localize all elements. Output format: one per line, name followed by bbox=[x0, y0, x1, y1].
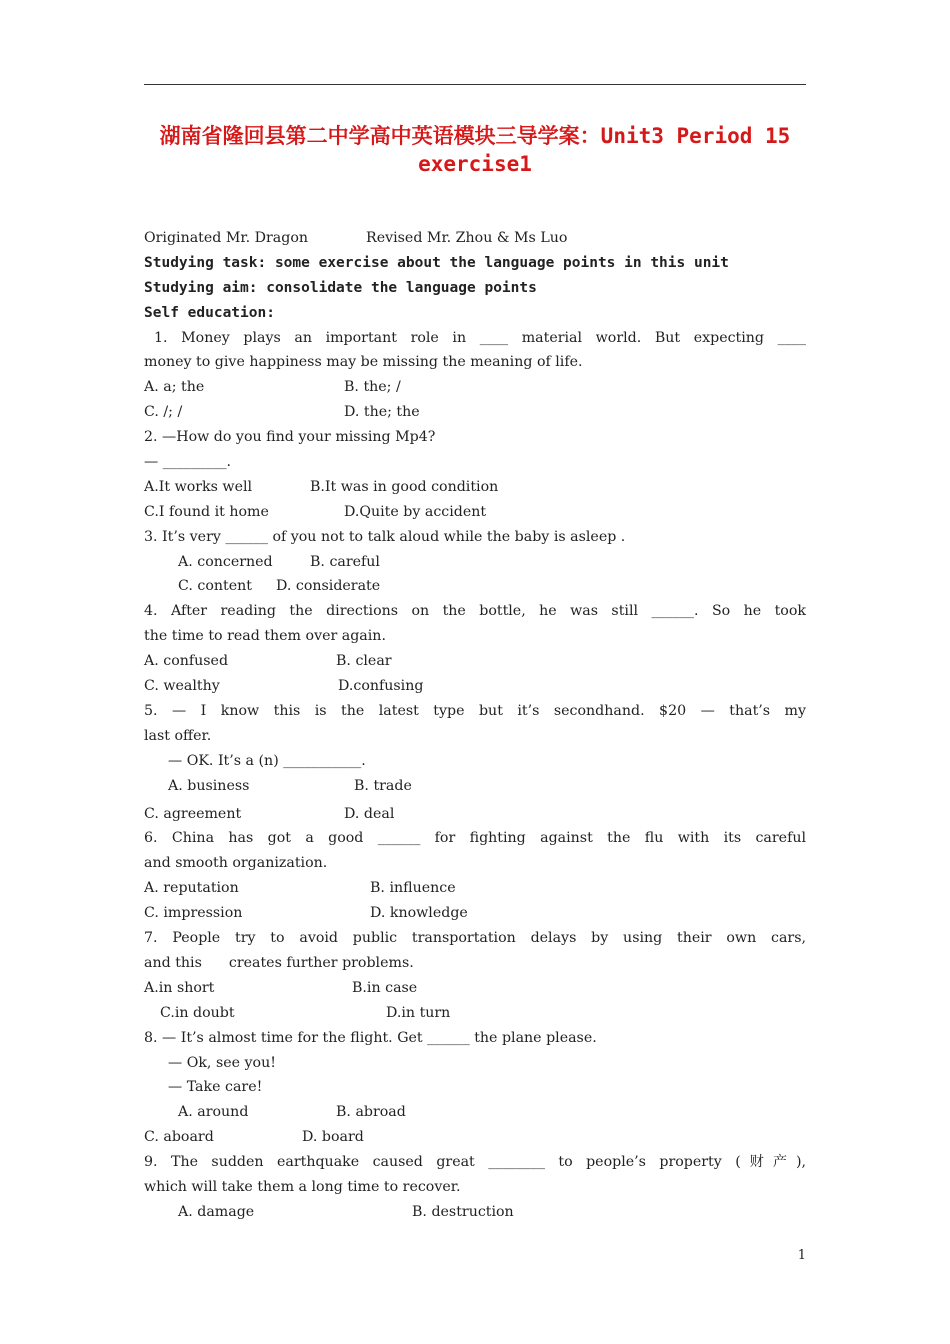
q6-options-row1 bbox=[144, 876, 806, 901]
q7-option-b: B.in case bbox=[352, 979, 418, 996]
q5-options-row2 bbox=[144, 802, 806, 827]
header-rule bbox=[144, 84, 806, 85]
q5-option-b: B. trade bbox=[354, 777, 412, 794]
q8-stem-line3: — Take care! bbox=[168, 1079, 263, 1096]
studying-task: Studying task: some exercise about the language points in this unit bbox=[144, 254, 729, 271]
q5-option-d: D. deal bbox=[344, 805, 395, 822]
q4-option-b: B. clear bbox=[336, 653, 392, 670]
q4-option-c: C. wealthy bbox=[144, 678, 220, 695]
q5-stem-line2: last offer. bbox=[144, 727, 212, 744]
q3-option-c: C. content bbox=[178, 578, 252, 595]
q2-option-c: C.I found it home bbox=[144, 503, 269, 520]
credits-line bbox=[144, 226, 806, 251]
q1-stem-line1: 1. Money plays an important role in ____ material world. But expecting ____ bbox=[154, 329, 806, 346]
studying-aim: Studying aim: consolidate the language points bbox=[144, 279, 537, 296]
q4-stem-line1: 4. After reading the directions on the bottle, he was still ______. So he took bbox=[144, 603, 806, 620]
q2-options-row1 bbox=[144, 475, 806, 500]
q2-option-b: B.It was in good condition bbox=[310, 478, 499, 495]
q8-options-row2 bbox=[144, 1125, 806, 1150]
q1-option-c: C. /; / bbox=[144, 404, 183, 421]
q7-option-a: A.in short bbox=[144, 979, 215, 996]
revised-text: Revised Mr. Zhou & Ms Luo bbox=[366, 230, 568, 246]
q8-stem-line2: — Ok, see you! bbox=[168, 1054, 276, 1071]
q1-stem-line2: money to give happiness may be missing the meaning of life. bbox=[144, 354, 583, 371]
q6-option-a: A. reputation bbox=[144, 880, 239, 897]
q6-option-d: D. knowledge bbox=[370, 905, 468, 922]
q6-option-c: C. impression bbox=[144, 905, 243, 922]
q7-options-row2 bbox=[144, 1001, 806, 1026]
q1-options-row2 bbox=[144, 400, 806, 425]
q1-option-a: A. a; the bbox=[144, 379, 205, 396]
q6-options-row2 bbox=[144, 901, 806, 926]
q2-stem-line2: — _________. bbox=[144, 454, 232, 471]
q1-option-d: D. the; the bbox=[344, 404, 420, 421]
q6-stem-line1: 6. China has got a good ______ for fighting against the flu with its careful bbox=[144, 830, 806, 847]
q9-options-row1 bbox=[144, 1200, 806, 1225]
q8-option-b: B. abroad bbox=[336, 1104, 406, 1121]
q3-option-a: A. concerned bbox=[178, 553, 273, 570]
q9-option-a: A. damage bbox=[178, 1203, 255, 1220]
q6-option-b: B. influence bbox=[370, 880, 456, 897]
self-education-heading: Self education: bbox=[144, 304, 275, 321]
q2-options-row2 bbox=[144, 500, 806, 525]
q8-stem-line1: 8. — It’s almost time for the flight. Get ______ the plane please. bbox=[144, 1029, 597, 1046]
q9-stem-line1: 9. The sudden earthquake caused great ________ to people’s property (财产), bbox=[144, 1154, 806, 1171]
q1-option-b: B. the; / bbox=[344, 379, 401, 396]
q3-options-row2 bbox=[144, 574, 806, 599]
title-line-1: 湖南省隆回县第二中学高中英语模块三导学案：Unit3 Period 15 bbox=[159, 124, 791, 148]
q4-option-d: D.confusing bbox=[338, 678, 424, 695]
q8-option-d: D. board bbox=[302, 1129, 364, 1146]
q3-stem-line1: 3. It’s very ______ of you not to talk aloud while the baby is asleep . bbox=[144, 528, 626, 545]
q5-options-row1 bbox=[144, 774, 806, 802]
q5-stem-line1: 5. — I know this is the latest type but it’s secondhand. $20 — that’s my bbox=[144, 702, 806, 719]
q7-option-d: D.in turn bbox=[386, 1004, 451, 1021]
q4-option-a: A. confused bbox=[144, 653, 229, 670]
q2-option-a: A.It works well bbox=[144, 478, 253, 495]
q8-option-c: C. aboard bbox=[144, 1129, 214, 1146]
q5-option-a: A. business bbox=[168, 777, 250, 794]
q8-options-row1 bbox=[144, 1100, 806, 1125]
q2-option-d: D.Quite by accident bbox=[344, 503, 487, 520]
originated-text: Originated Mr. Dragon bbox=[144, 230, 309, 246]
q3-option-d: D. considerate bbox=[276, 578, 381, 595]
q3-option-b: B. careful bbox=[310, 553, 380, 570]
q3-options-row1 bbox=[144, 550, 806, 575]
document-body bbox=[144, 226, 806, 1225]
q4-stem-line2: the time to read them over again. bbox=[144, 628, 386, 645]
q5-option-c: C. agreement bbox=[144, 805, 242, 822]
q6-stem-line2: and smooth organization. bbox=[144, 855, 328, 872]
q9-option-b: B. destruction bbox=[412, 1203, 514, 1220]
q7-options-row1 bbox=[144, 976, 806, 1001]
q9-stem-line2: which will take them a long time to recover. bbox=[144, 1178, 461, 1195]
document-title bbox=[144, 122, 806, 178]
q7-stem-line2: and this creates further problems. bbox=[144, 954, 414, 971]
q7-stem-line1: 7. People try to avoid public transportation delays by using their own cars, bbox=[144, 930, 806, 947]
q8-option-a: A. around bbox=[178, 1104, 249, 1121]
q4-options-row2 bbox=[144, 674, 806, 699]
q4-options-row1 bbox=[144, 649, 806, 674]
title-line-2: exercise1 bbox=[418, 152, 532, 176]
q2-stem-line1: 2. —How do you find your missing Mp4? bbox=[144, 429, 436, 446]
page-number: 1 bbox=[797, 1248, 806, 1263]
q5-stem-line3: — OK. It’s a (n) ___________. bbox=[168, 752, 366, 769]
q1-options-row1 bbox=[144, 375, 806, 400]
q7-option-c: C.in doubt bbox=[160, 1004, 235, 1021]
